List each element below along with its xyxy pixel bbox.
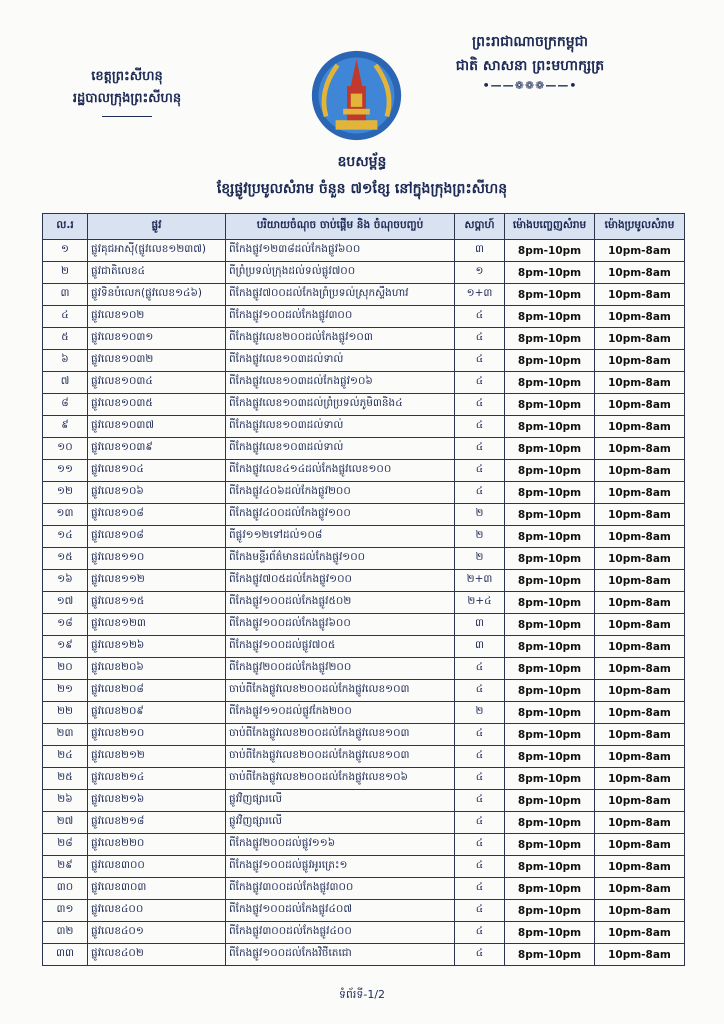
administration-name: រដ្ឋបាលក្រុងព្រះសីហនុ <box>72 91 182 106</box>
cell-no: ៣១ <box>43 900 88 922</box>
cell-collection-time: 10pm-8am <box>595 570 685 592</box>
cell-collection-time: 10pm-8am <box>595 746 685 768</box>
cell-week: ៤ <box>455 460 505 482</box>
cell-road: ផ្លូវលេខ១០៣៤ <box>88 372 226 394</box>
cell-road: ផ្លូវលេខ២១៨ <box>88 812 226 834</box>
cell-description: ពីកែងផ្លូវ៤០៦ដល់កែងផ្លូវ២០០ <box>226 482 455 504</box>
cell-no: ៣៣ <box>43 944 88 966</box>
table-row <box>43 350 685 372</box>
cell-description: ពីកែងផ្លូវ៧០០ដល់កែងព្រំប្រទល់ស្រុកស្ទឹងហាវ <box>226 284 455 306</box>
cell-week: ៤ <box>455 680 505 702</box>
cell-description: ពីកែងផ្លូវ១០០ដល់កែងផ្លូវ៤០៧ <box>226 900 455 922</box>
cell-road: ផ្លូវលេខ២២០ <box>88 834 226 856</box>
cell-week: ៣ <box>455 636 505 658</box>
cell-no: ៣២ <box>43 922 88 944</box>
cell-no: ២៣ <box>43 724 88 746</box>
cell-disposal-time: 8pm-10pm <box>505 548 595 570</box>
collection-routes-table <box>42 213 685 966</box>
cell-collection-time: 10pm-8am <box>595 658 685 680</box>
cell-no: ៣០ <box>43 878 88 900</box>
cell-collection-time: 10pm-8am <box>595 482 685 504</box>
cell-no: ១ <box>43 240 88 262</box>
cell-week: ៤ <box>455 790 505 812</box>
cell-week: ៤ <box>455 658 505 680</box>
cell-week: ១ <box>455 262 505 284</box>
cell-week: ៤ <box>455 724 505 746</box>
cell-description: ចាប់ពីកែងផ្លូវលេខ២០០ដល់កែងផ្លូវលេខ១០៣ <box>226 746 455 768</box>
cell-no: ១៧ <box>43 592 88 614</box>
cell-road: ផ្លូវលេខ១២៦ <box>88 636 226 658</box>
cell-week: ៤ <box>455 922 505 944</box>
cell-disposal-time: 8pm-10pm <box>505 570 595 592</box>
cell-no: ២ <box>43 262 88 284</box>
cell-description: ពីកែងផ្លូវលេខ៤១៤ដល់កែងផ្លូវលេខ១០០ <box>226 460 455 482</box>
cell-no: ១៤ <box>43 526 88 548</box>
cell-road: ផ្លូវលេខ១០៦ <box>88 482 226 504</box>
cell-no: ១០ <box>43 438 88 460</box>
table-row <box>43 240 685 262</box>
column-header-description: បរិយាយចំណុច ចាប់ផ្តើម និង ចំណុចបញ្ចប់ <box>226 214 455 240</box>
cell-collection-time: 10pm-8am <box>595 922 685 944</box>
cell-no: ៥ <box>43 328 88 350</box>
cell-road: ផ្លូវទិនបំលេក(ផ្លូវលេខ១៤៦) <box>88 284 226 306</box>
cell-disposal-time: 8pm-10pm <box>505 438 595 460</box>
cell-description: ចាប់ពីកែងផ្លូវលេខ២០០ដល់កែងផ្លូវលេខ១០៣ <box>226 680 455 702</box>
kingdom-title: ព្រះរាជាណាចក្រកម្ពុជា <box>471 34 588 50</box>
cell-disposal-time: 8pm-10pm <box>505 878 595 900</box>
cell-week: ៤ <box>455 482 505 504</box>
cell-disposal-time: 8pm-10pm <box>505 614 595 636</box>
cell-description: ពីកែងផ្លូវ១០០ដល់ផ្លូវ៧០៥ <box>226 636 455 658</box>
cell-description: ពីព្រំប្រទល់ក្រុងដល់ទល់ផ្លូវ៧០០ <box>226 262 455 284</box>
table-row <box>43 746 685 768</box>
cell-description: ពីកែងផ្លូវលេខ២០០ដល់កែងផ្លូវ១០៣ <box>226 328 455 350</box>
cell-no: ៣ <box>43 284 88 306</box>
cell-disposal-time: 8pm-10pm <box>505 790 595 812</box>
cell-description: ពីកែងមន្ទីរព័ត៌មានដល់កែងផ្លូវ១០០ <box>226 548 455 570</box>
cell-collection-time: 10pm-8am <box>595 680 685 702</box>
cell-disposal-time: 8pm-10pm <box>505 592 595 614</box>
cell-collection-time: 10pm-8am <box>595 614 685 636</box>
table-row <box>43 570 685 592</box>
cell-road: ផ្លូវលេខ២០៩ <box>88 702 226 724</box>
cell-week: ៤ <box>455 768 505 790</box>
cell-no: ៧ <box>43 372 88 394</box>
cell-week: ២+៣ <box>455 570 505 592</box>
cell-collection-time: 10pm-8am <box>595 438 685 460</box>
cell-road: ផ្លូវលេខ៤០១ <box>88 922 226 944</box>
table-row <box>43 702 685 724</box>
cell-no: ១៦ <box>43 570 88 592</box>
cell-no: ១៨ <box>43 614 88 636</box>
table-row <box>43 834 685 856</box>
cell-week: ៤ <box>455 306 505 328</box>
cell-description: ពីកែងផ្លូវ១០០ដល់កែងផ្លូវ៦០០ <box>226 614 455 636</box>
cell-road: ផ្លូវលេខ១១៥ <box>88 592 226 614</box>
cell-collection-time: 10pm-8am <box>595 548 685 570</box>
cell-description: ពីកែងផ្លូវ៧០៥ដល់កែងផ្លូវ១០០ <box>226 570 455 592</box>
cell-road: ផ្លូវលេខ១០៣១ <box>88 328 226 350</box>
cell-collection-time: 10pm-8am <box>595 416 685 438</box>
cell-disposal-time: 8pm-10pm <box>505 900 595 922</box>
cell-disposal-time: 8pm-10pm <box>505 658 595 680</box>
cell-disposal-time: 8pm-10pm <box>505 350 595 372</box>
cell-description: ពីកែងផ្លូវលេខ១០៣ដល់ព្រំប្រទល់ភូមិ៣និង៤ <box>226 394 455 416</box>
table-row <box>43 526 685 548</box>
cell-disposal-time: 8pm-10pm <box>505 416 595 438</box>
table-row <box>43 416 685 438</box>
cell-description: ពីកែងផ្លូវ១១០ដល់ផ្លូវកែង២០០ <box>226 702 455 724</box>
cell-road: ផ្លូវជាតិលេខ៤ <box>88 262 226 284</box>
table-row <box>43 306 685 328</box>
cell-week: ២ <box>455 504 505 526</box>
cell-disposal-time: 8pm-10pm <box>505 306 595 328</box>
cell-road: ផ្លូវលេខ២១០ <box>88 724 226 746</box>
cell-road: ផ្លូវលេខ១១០ <box>88 548 226 570</box>
table-row <box>43 790 685 812</box>
cell-description: ពីកែងផ្លូវ១០០ដល់ផ្លូវអូរត្រេះ១ <box>226 856 455 878</box>
cell-collection-time: 10pm-8am <box>595 790 685 812</box>
cell-collection-time: 10pm-8am <box>595 350 685 372</box>
cell-road: ផ្លូវលេខ១០៣៥ <box>88 394 226 416</box>
cell-disposal-time: 8pm-10pm <box>505 702 595 724</box>
cell-description: ពីកែងផ្លូវលេខ១០៣ដល់ទាល់ <box>226 438 455 460</box>
cell-collection-time: 10pm-8am <box>595 878 685 900</box>
cell-disposal-time: 8pm-10pm <box>505 856 595 878</box>
cell-no: ៦ <box>43 350 88 372</box>
table-row <box>43 614 685 636</box>
table-header-row <box>43 214 685 240</box>
cell-description: ពីកែងផ្លូវ៤០០ដល់កែងផ្លូវ១០០ <box>226 504 455 526</box>
cell-description: ពីកែងផ្លូវលេខ១០៣ដល់កែងផ្លូវ១០៦ <box>226 372 455 394</box>
cell-disposal-time: 8pm-10pm <box>505 372 595 394</box>
cell-collection-time: 10pm-8am <box>595 812 685 834</box>
table-row <box>43 284 685 306</box>
cell-week: ៤ <box>455 394 505 416</box>
cell-no: ២២ <box>43 702 88 724</box>
cell-road: ផ្លូវលេខ៤០២ <box>88 944 226 966</box>
cell-description: ពីកែងផ្លូវ២០០ដល់កែងផ្លូវ២០០ <box>226 658 455 680</box>
cell-disposal-time: 8pm-10pm <box>505 834 595 856</box>
table-row <box>43 482 685 504</box>
cell-disposal-time: 8pm-10pm <box>505 460 595 482</box>
cell-road: ផ្លូវលេខ២១៤ <box>88 768 226 790</box>
cell-no: ១១ <box>43 460 88 482</box>
cell-disposal-time: 8pm-10pm <box>505 768 595 790</box>
cell-week: ២ <box>455 548 505 570</box>
cell-disposal-time: 8pm-10pm <box>505 504 595 526</box>
cell-description: ផ្លូវវិញផ្សារលើ <box>226 790 455 812</box>
cell-disposal-time: 8pm-10pm <box>505 922 595 944</box>
cell-week: ៤ <box>455 878 505 900</box>
cell-collection-time: 10pm-8am <box>595 856 685 878</box>
cell-disposal-time: 8pm-10pm <box>505 394 595 416</box>
cell-description: ចាប់ពីកែងផ្លូវលេខ២០០ដល់កែងផ្លូវលេខ១០៦ <box>226 768 455 790</box>
table-row <box>43 812 685 834</box>
cell-description: ពីផ្លូវ១១២ទៅដល់១០៨ <box>226 526 455 548</box>
cell-collection-time: 10pm-8am <box>595 460 685 482</box>
table-row <box>43 944 685 966</box>
cell-week: ៤ <box>455 900 505 922</box>
cell-road: ផ្លូវលេខ២១៦ <box>88 790 226 812</box>
cell-road: ផ្លូវលេខ១០៣៩ <box>88 438 226 460</box>
cell-no: ១៩ <box>43 636 88 658</box>
cell-collection-time: 10pm-8am <box>595 768 685 790</box>
cell-road: ផ្លូវលេខ១០៨ <box>88 504 226 526</box>
cell-no: ៩ <box>43 416 88 438</box>
cell-collection-time: 10pm-8am <box>595 372 685 394</box>
cell-no: ១២ <box>43 482 88 504</box>
table-row <box>43 680 685 702</box>
header-left <box>62 66 192 117</box>
table-row <box>43 504 685 526</box>
cell-week: ៤ <box>455 746 505 768</box>
cell-no: ២០ <box>43 658 88 680</box>
cell-road: ផ្លូវលេខ៤០០ <box>88 900 226 922</box>
column-header-collection-time: ម៉ោងប្រមូលសំរាម <box>595 214 685 240</box>
cell-week: ៤ <box>455 856 505 878</box>
cell-week: ៣ <box>455 614 505 636</box>
cell-week: ៤ <box>455 438 505 460</box>
ornament-divider: •——❁❁❁——• <box>482 79 578 92</box>
cell-description: ពីកែងផ្លូវ១០០ដល់កែងវិថីតេជោ <box>226 944 455 966</box>
province-name: ខេត្តព្រះសីហនុ <box>91 69 163 84</box>
table-row <box>43 592 685 614</box>
cell-no: ២៦ <box>43 790 88 812</box>
cell-road: ផ្លូវលេខ២០៦ <box>88 658 226 680</box>
cell-collection-time: 10pm-8am <box>595 702 685 724</box>
cell-collection-time: 10pm-8am <box>595 328 685 350</box>
cell-no: ១៣ <box>43 504 88 526</box>
table-row <box>43 900 685 922</box>
cell-description: ពីកែងផ្លូវលេខ១០៣ដល់ទាល់ <box>226 416 455 438</box>
cell-disposal-time: 8pm-10pm <box>505 812 595 834</box>
cell-road: ផ្លូវលេខ២០៨ <box>88 680 226 702</box>
cell-disposal-time: 8pm-10pm <box>505 284 595 306</box>
table-row <box>43 262 685 284</box>
cell-description: ចាប់ពីកែងផ្លូវលេខ២០០ដល់កែងផ្លូវលេខ១០៣ <box>226 724 455 746</box>
cell-no: ២៧ <box>43 812 88 834</box>
cell-no: ២៥ <box>43 768 88 790</box>
cell-week: ៤ <box>455 416 505 438</box>
cell-collection-time: 10pm-8am <box>595 592 685 614</box>
cell-collection-time: 10pm-8am <box>595 306 685 328</box>
page-number: ទំព័រទី-1/2 <box>338 988 386 1001</box>
cell-disposal-time: 8pm-10pm <box>505 680 595 702</box>
cell-week: ៤ <box>455 350 505 372</box>
cell-no: ១៥ <box>43 548 88 570</box>
cell-road: ផ្លូវលេខ២១២ <box>88 746 226 768</box>
table-row <box>43 768 685 790</box>
table-row <box>43 548 685 570</box>
cell-week: ៤ <box>455 328 505 350</box>
cell-no: ២៨ <box>43 834 88 856</box>
column-header-road: ផ្លូវ <box>88 214 226 240</box>
cell-week: ៣ <box>455 240 505 262</box>
cell-collection-time: 10pm-8am <box>595 284 685 306</box>
cell-road: ផ្លូវលេខ១២៣ <box>88 614 226 636</box>
cell-disposal-time: 8pm-10pm <box>505 746 595 768</box>
cell-collection-time: 10pm-8am <box>595 504 685 526</box>
cell-road: ផ្លូវលេខ១០៣៧ <box>88 416 226 438</box>
table-row <box>43 328 685 350</box>
cell-road: ផ្លូវលេខ៣០០ <box>88 856 226 878</box>
cell-description: ពីកែងផ្លូវ១០០ដល់កែងផ្លូវ៣០០ <box>226 306 455 328</box>
cell-description: ពីកែងផ្លូវ២០០ដល់ផ្លូវ១១៦ <box>226 834 455 856</box>
emblem-logo <box>309 48 404 143</box>
cell-road: ផ្លូវលេខ១០២ <box>88 306 226 328</box>
column-header-disposal-time: ម៉ោងបញ្ចេញសំរាម <box>505 214 595 240</box>
cell-description: ពីកែងផ្លូវលេខ១០៣ដល់ទាល់ <box>226 350 455 372</box>
cell-week: ៤ <box>455 834 505 856</box>
cell-collection-time: 10pm-8am <box>595 636 685 658</box>
table-row <box>43 438 685 460</box>
cell-description: ពីកែងផ្លូវ៣០០ដល់កែងផ្លូវ៣០០ <box>226 878 455 900</box>
cell-no: ៨ <box>43 394 88 416</box>
cell-road: ផ្លូវលេខ១១២ <box>88 570 226 592</box>
cell-disposal-time: 8pm-10pm <box>505 328 595 350</box>
cell-week: ១+៣ <box>455 284 505 306</box>
cell-disposal-time: 8pm-10pm <box>505 724 595 746</box>
cell-collection-time: 10pm-8am <box>595 262 685 284</box>
cell-description: ពីកែងផ្លូវ៣០០ដល់កែងផ្លូវ៤០០ <box>226 922 455 944</box>
header-right <box>430 30 630 94</box>
column-header-no: ល.រ <box>43 214 88 240</box>
table-row <box>43 636 685 658</box>
cell-road: ផ្លូវលេខ៣០៣ <box>88 878 226 900</box>
cell-week: ២ <box>455 702 505 724</box>
cell-collection-time: 10pm-8am <box>595 240 685 262</box>
cell-disposal-time: 8pm-10pm <box>505 262 595 284</box>
table-row <box>43 724 685 746</box>
cell-week: ២+៤ <box>455 592 505 614</box>
cell-collection-time: 10pm-8am <box>595 900 685 922</box>
table-row <box>43 460 685 482</box>
cell-collection-time: 10pm-8am <box>595 944 685 966</box>
cell-description: ផ្លូវវិញផ្សារលើ <box>226 812 455 834</box>
cell-road: ផ្លូវលេខ១០៨ <box>88 526 226 548</box>
cell-description: ពីកែងផ្លូវ១០០ដល់កែងផ្លូវ៥០២ <box>226 592 455 614</box>
table-row <box>43 922 685 944</box>
cell-week: ២ <box>455 526 505 548</box>
cell-disposal-time: 8pm-10pm <box>505 240 595 262</box>
cell-road: ផ្លូវលេខ១០៣២ <box>88 350 226 372</box>
cell-description: ពីកែងផ្លូវ១២៣៨ដល់កែងផ្លូវ៦០០ <box>226 240 455 262</box>
document-subtitle: ខ្សែផ្លូវប្រមូលសំរាម ចំនួន ៧១ខ្សែ នៅក្នុងក្រុងព្រះសីហនុ <box>216 181 508 197</box>
document-title: ឧបសម្ព័ន្ធ <box>337 154 387 170</box>
cell-no: ៤ <box>43 306 88 328</box>
cell-disposal-time: 8pm-10pm <box>505 636 595 658</box>
cell-road: ផ្លូវលេខ១០៤ <box>88 460 226 482</box>
cell-collection-time: 10pm-8am <box>595 394 685 416</box>
table-row <box>43 372 685 394</box>
cell-road: ផ្លូវគុជអាស៊ី(ផ្លូវលេខ១២៣៧) <box>88 240 226 262</box>
cell-no: ២៤ <box>43 746 88 768</box>
table-row <box>43 878 685 900</box>
cell-week: ៤ <box>455 372 505 394</box>
cell-collection-time: 10pm-8am <box>595 526 685 548</box>
cell-collection-time: 10pm-8am <box>595 724 685 746</box>
cell-collection-time: 10pm-8am <box>595 834 685 856</box>
cell-week: ៤ <box>455 812 505 834</box>
cell-week: ៤ <box>455 944 505 966</box>
cell-disposal-time: 8pm-10pm <box>505 482 595 504</box>
table-row <box>43 658 685 680</box>
header-left-divider <box>102 116 152 117</box>
cell-disposal-time: 8pm-10pm <box>505 944 595 966</box>
cell-no: ២១ <box>43 680 88 702</box>
national-motto: ជាតិ សាសនា ព្រះមហាក្សត្រ <box>455 58 605 74</box>
table-row <box>43 856 685 878</box>
cell-no: ២៩ <box>43 856 88 878</box>
table-row <box>43 394 685 416</box>
cell-disposal-time: 8pm-10pm <box>505 526 595 548</box>
column-header-week: សប្តាហ៍ <box>455 214 505 240</box>
